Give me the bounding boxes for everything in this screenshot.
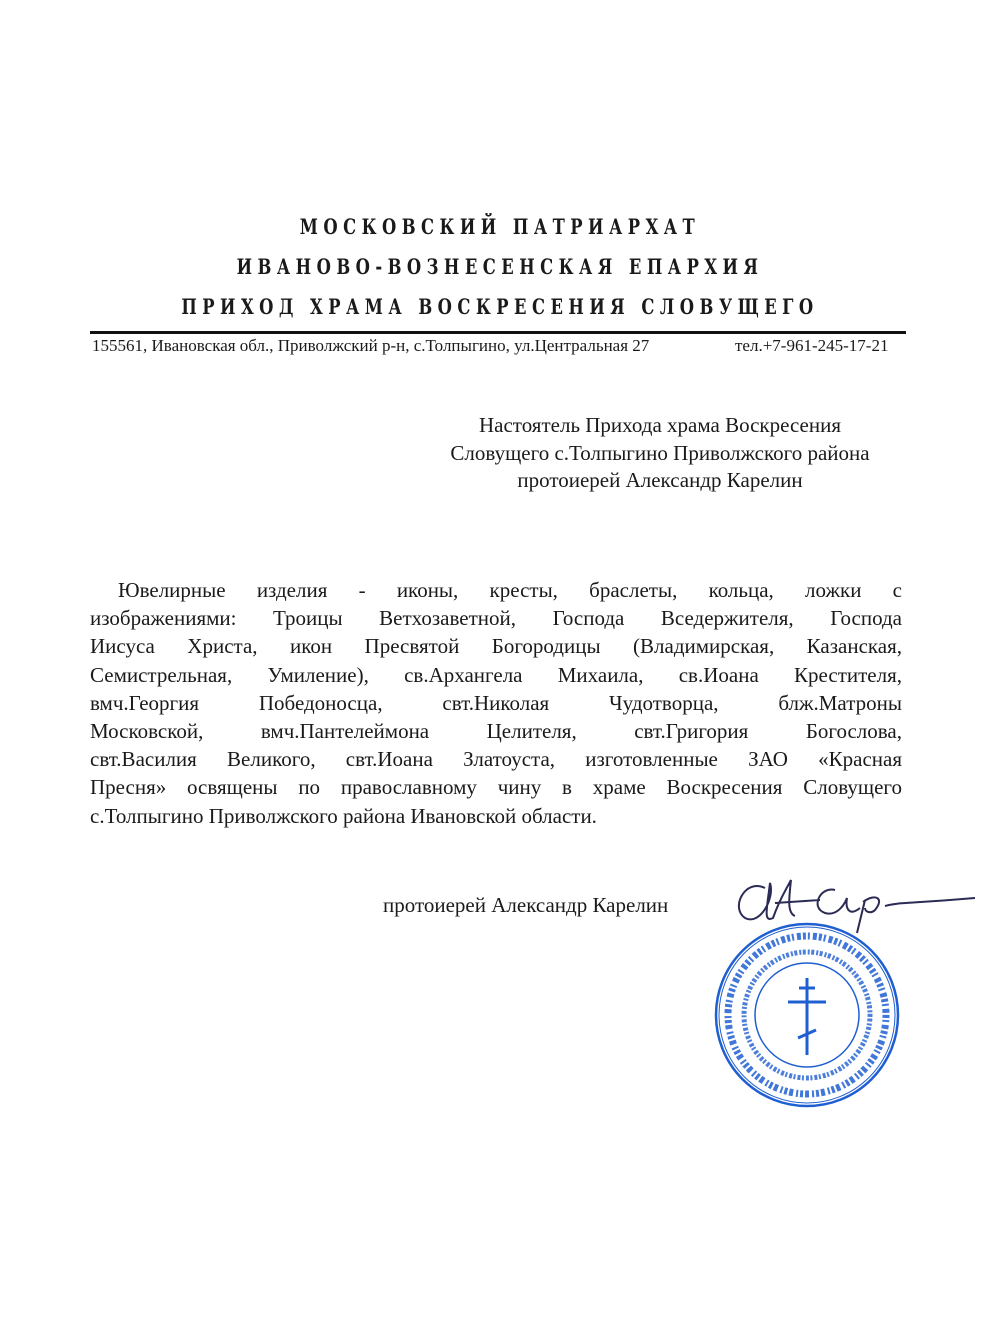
addressee-block: [380, 412, 940, 495]
body-line: изображениями: Троицы Ветхозаветной, Господа Вседержителя, Господа: [90, 606, 902, 631]
phone: тел.+7-961-245-17-21: [735, 336, 889, 355]
letterhead-line-1: МОСКОВСКИЙ ПАТРИАРХАТ: [299, 214, 701, 239]
body-line: Иисуса Христа, икон Пресвятой Богородицы (Владимирская, Казанская,: [90, 634, 902, 659]
letterhead-line-2: ИВАНОВО-ВОЗНЕСЕНСКАЯ ЕПАРХИЯ: [236, 254, 764, 279]
body-line: Московской, вмч.Пантелеймона Целителя, свт.Григория Богослова,: [90, 719, 902, 744]
body-paragraph: [90, 576, 902, 830]
body-line: свт.Василия Великого, свт.Иоана Златоуста, изготовленные ЗАО «Красная: [90, 747, 902, 772]
addressee-line: Словущего с.Толпыгино Приволжского района: [450, 440, 870, 465]
address: 155561, Ивановская обл., Приволжский р-н, с.Толпыгино, ул.Центральная 27: [92, 336, 650, 355]
header-rule: [90, 331, 906, 334]
body-line: вмч.Георгия Победоносца, свт.Николая Чудотворца, блж.Матроны: [90, 690, 902, 715]
addressee-line: Настоятель Прихода храма Воскресения: [479, 413, 841, 437]
body-line: Семистрельная, Умиление), св.Архангела Михаила, св.Иоана Крестителя,: [90, 662, 902, 687]
signatory: протоиерей Александр Карелин: [383, 893, 669, 917]
letterhead-line-3: ПРИХОД ХРАМА ВОСКРЕСЕНИЯ СЛОВУЩЕГО: [181, 294, 819, 319]
orthodox-cross-icon: [788, 978, 826, 1055]
body-line: Пресня» освящены по православному чину в храме Воскресения Словущего: [90, 775, 902, 800]
addressee-line: протоиерей Александр Карелин: [517, 468, 803, 492]
body-line: Ювелирные изделия - иконы, кресты, браслеты, кольца, ложки с: [118, 578, 902, 602]
parish-stamp: [712, 920, 902, 1110]
body-line: с.Толпыгино Приволжского района Ивановской области.: [90, 803, 597, 828]
